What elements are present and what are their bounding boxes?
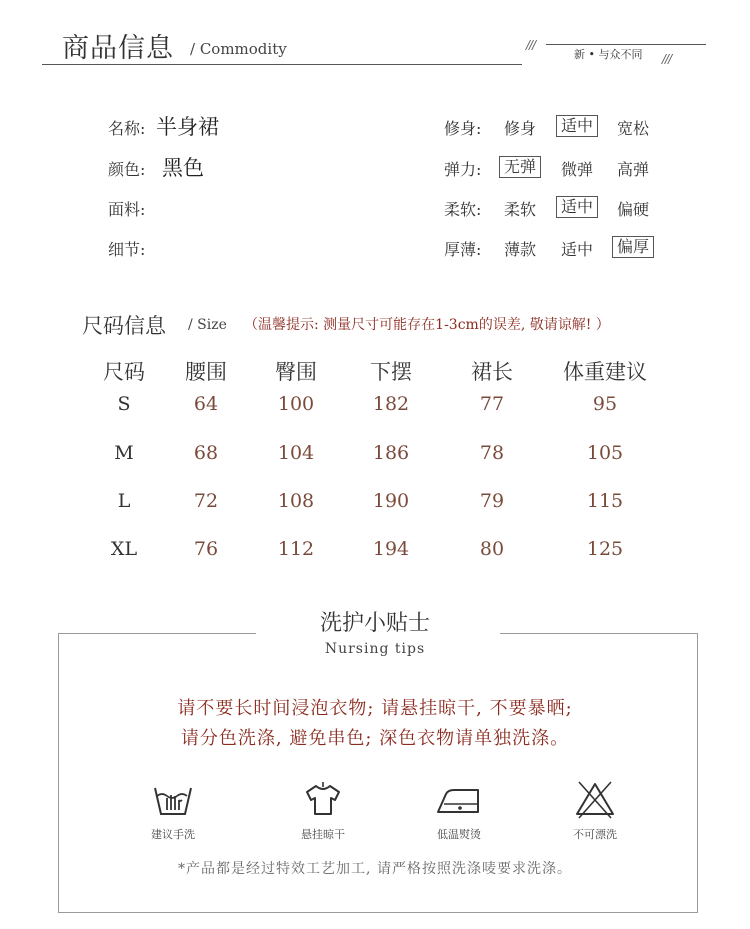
size-table-cell: 115: [586, 490, 624, 512]
no-bleach-icon: [573, 780, 617, 820]
size-table-size: XL: [110, 538, 138, 560]
header-divider-right: [546, 44, 706, 45]
size-table-cell: 95: [592, 393, 618, 415]
size-table-size: L: [117, 490, 131, 512]
size-table-cell: 80: [479, 538, 505, 560]
care-instruction-2: 请分色洗涤, 避免串色; 深色衣物请单独洗涤。: [180, 728, 570, 749]
size-table-cell: 79: [479, 490, 505, 512]
size-table-header: 臀围: [275, 360, 317, 384]
size-table-cell: 100: [277, 393, 315, 415]
feature-option-selected: 适中: [556, 196, 598, 218]
low-iron-item: [414, 780, 504, 842]
size-table-cell: 125: [586, 538, 624, 560]
size-table-cell: 68: [193, 442, 219, 464]
section-title-size: 尺码信息: [82, 314, 166, 338]
color-value: 黑色: [162, 156, 204, 180]
size-table-header: 尺码: [103, 360, 145, 384]
feature-label: 厚薄:: [444, 240, 482, 259]
size-table-cell: 112: [277, 538, 315, 560]
feature-label: 柔软:: [444, 200, 482, 219]
name-value: 半身裙: [156, 115, 219, 139]
section-title-commodity: 商品信息: [62, 33, 174, 64]
hand-wash-item: [128, 780, 218, 842]
hand-wash-label: 建议手洗: [151, 828, 195, 841]
decorative-slashes-left: ///: [526, 38, 536, 52]
low-iron-icon: [434, 780, 484, 820]
feature-option: 宽松: [617, 119, 650, 138]
size-table-cell: 186: [372, 442, 410, 464]
size-table-cell: 104: [277, 442, 315, 464]
feature-option-selected: 适中: [556, 115, 598, 137]
feature-label: 弹力:: [444, 160, 482, 179]
feature-option: 高弹: [617, 160, 650, 179]
measurement-tip: （温馨提示: 测量尺寸可能存在1-3cm的误差, 敬请谅解! ）: [244, 317, 610, 333]
feature-option: 偏硬: [617, 200, 650, 219]
section-subtitle-size: / Size: [188, 317, 227, 333]
size-table-cell: 194: [372, 538, 410, 560]
no-bleach-label: 不可漂洗: [573, 828, 617, 841]
care-instruction-1: 请不要长时间浸泡衣物; 请悬挂晾干, 不要暴晒;: [177, 698, 573, 719]
color-label: 颜色:: [108, 160, 146, 179]
size-table-cell: 108: [277, 490, 315, 512]
decorative-slashes-right: ///: [662, 52, 672, 66]
feature-option: 微弹: [561, 160, 594, 179]
feature-option: 柔软: [504, 200, 537, 219]
feature-option: 修身: [504, 119, 537, 138]
size-table-cell: 78: [479, 442, 505, 464]
hang-dry-icon: [301, 780, 345, 820]
size-table-cell: 76: [193, 538, 219, 560]
size-table-cell: 72: [193, 490, 219, 512]
feature-label: 修身:: [444, 119, 482, 138]
brand-tagline: 新 • 与众不同: [574, 48, 643, 61]
feature-option-selected: 无弹: [499, 156, 541, 178]
size-table-size: S: [117, 393, 131, 415]
hand-wash-icon: [151, 780, 195, 820]
size-table-cell: 105: [586, 442, 624, 464]
size-table-header: 腰围: [185, 360, 227, 384]
care-footnote: *产品都是经过特效工艺加工, 请严格按照洗涤唛要求洗涤。: [178, 861, 572, 877]
hang-dry-label: 悬挂晾干: [301, 828, 345, 841]
size-table-cell: 77: [479, 393, 505, 415]
feature-option: 适中: [561, 240, 594, 259]
size-table-cell: 64: [193, 393, 219, 415]
feature-option-selected: 偏厚: [612, 236, 654, 258]
header-divider: [42, 64, 522, 65]
size-table-header: 下摆: [370, 360, 412, 384]
low-iron-label: 低温熨烫: [437, 828, 481, 841]
size-table-header: 裙长: [471, 360, 513, 384]
fabric-label: 面料:: [108, 200, 146, 219]
size-table-header: 体重建议: [563, 360, 647, 384]
name-label: 名称:: [108, 119, 146, 138]
size-table-cell: 182: [372, 393, 410, 415]
section-subtitle-commodity: / Commodity: [190, 40, 287, 58]
size-table-size: M: [114, 442, 134, 464]
care-subtitle: Nursing tips: [324, 641, 426, 657]
size-table-cell: 190: [372, 490, 410, 512]
care-title: 洗护小贴士: [319, 611, 430, 636]
feature-option: 薄款: [504, 240, 537, 259]
hang-dry-item: [278, 780, 368, 842]
no-bleach-item: [550, 780, 640, 842]
detail-label: 细节:: [108, 240, 146, 259]
